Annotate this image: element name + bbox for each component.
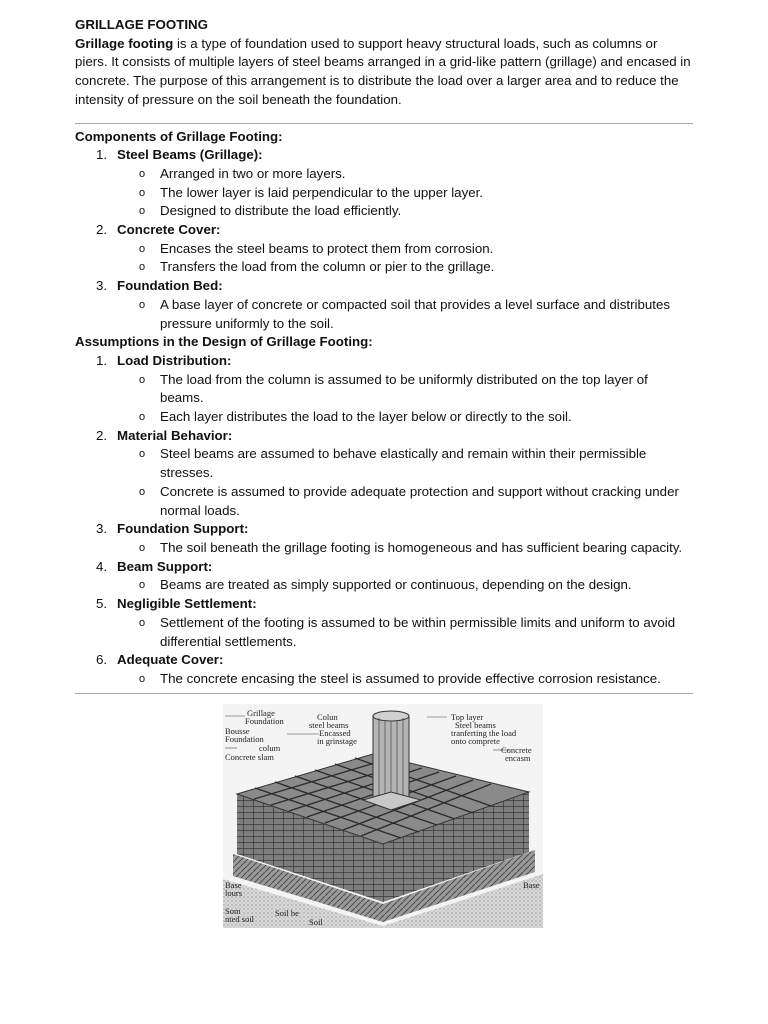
bullet-text: The load from the column is assumed to be uniformly distributed on the top layer of beams. <box>160 371 648 406</box>
bullet-icon: o <box>139 411 146 424</box>
label-grillage: Grillage <box>247 708 275 718</box>
label-compacted-soil: nted soil <box>225 914 255 924</box>
item-title: Steel Beams (Grillage): <box>117 147 263 163</box>
bullet-item <box>75 165 693 184</box>
label-encasement: encasm <box>505 753 531 763</box>
bullet-icon: o <box>139 485 146 498</box>
item-number: 1. <box>96 147 108 163</box>
item-number: 2. <box>96 427 108 443</box>
label-soil: Soil <box>309 917 323 927</box>
label-transferring: tranferting the load <box>451 728 517 738</box>
label-soil-bed: Soil be <box>275 908 299 918</box>
item-title: Concrete Cover: <box>117 222 221 238</box>
document <box>75 16 693 694</box>
document-title: GRILLAGE FOOTING <box>75 17 208 32</box>
item-number: 6. <box>96 652 108 668</box>
label-column: Colun <box>317 712 338 722</box>
bullet-text: Designed to distribute the load efficiently. <box>160 203 402 219</box>
label-encassed: Encassed <box>319 728 351 738</box>
bullet-icon: o <box>139 541 146 554</box>
assumptions-list <box>75 352 693 689</box>
label-foundation: Foundation <box>245 716 284 726</box>
bullet-list <box>117 371 693 427</box>
label-column-steel-beams: steel beams <box>309 720 349 730</box>
numbered-item <box>75 221 693 277</box>
bullet-text: Each layer distributes the load to the layer below or directly to the soil. <box>160 409 572 425</box>
bullet-icon: o <box>139 167 146 180</box>
item-title: Beam Support: <box>117 558 213 574</box>
bullet-text: Settlement of the footing is assumed to be within permissible limits and uniform to avoid differential settlements. <box>160 614 676 649</box>
bullet-icon: o <box>139 373 146 386</box>
bullet-list <box>117 240 693 277</box>
bullet-item <box>75 445 693 482</box>
item-number: 2. <box>96 222 108 238</box>
numbered-item <box>75 558 693 595</box>
bullet-text: A base layer of concrete or compacted soil that provides a level surface and distributes pressure uniformly to the soil. <box>160 296 670 331</box>
bullet-text: The concrete encasing the steel is assumed to provide effective corrosion resistance. <box>160 670 661 686</box>
bullet-list <box>117 670 693 689</box>
bullet-icon: o <box>139 298 146 311</box>
bullet-item <box>75 614 693 651</box>
label-top-layer: Top layer <box>451 712 484 722</box>
bullet-list <box>117 614 693 651</box>
bullet-item <box>75 202 693 221</box>
numbered-item <box>75 146 693 221</box>
numbered-item <box>75 427 693 521</box>
bullet-item <box>75 184 693 203</box>
bullet-item <box>75 296 693 333</box>
horizontal-rule <box>75 693 693 694</box>
bullet-item <box>75 258 693 277</box>
label-onto-concrete: onto comprete <box>451 736 500 746</box>
bullet-item <box>75 371 693 408</box>
label-bousse-foundation: Foundation <box>225 734 264 744</box>
bullet-icon: o <box>139 186 146 199</box>
label-lours: lours <box>225 888 242 898</box>
bullet-text: The lower layer is laid perpendicular to the upper layer. <box>160 184 483 200</box>
bullet-text: Concrete is assumed to provide adequate protection and support without cracking under normal loads. <box>160 483 679 518</box>
item-title: Negligible Settlement: <box>117 596 257 612</box>
bullet-icon: o <box>139 448 146 461</box>
intro-paragraph <box>75 35 693 110</box>
bullet-item <box>75 670 693 689</box>
intro-text: is a type of foundation used to support heavy structural loads, such as columns or piers. It consists of multiple layers of steel beams arranged in a grid-like pattern (grillage) and encased in concrete. The purpose of this arrangement is to distribute the load over a larger area and to reduce the intensity of pressure on the soil beneath the foundation. <box>75 35 691 107</box>
label-in-grinstage: in grinstage <box>317 736 357 746</box>
item-title: Foundation Bed: <box>117 278 223 294</box>
bullet-icon: o <box>139 205 146 218</box>
grillage-footing-illustration <box>223 704 543 928</box>
bullet-list <box>117 296 693 333</box>
bullet-text: Transfers the load from the column or pier to the grillage. <box>160 259 495 275</box>
bullet-icon: o <box>139 672 146 685</box>
bullet-icon: o <box>139 616 146 629</box>
bullet-text: Arranged in two or more layers. <box>160 165 346 181</box>
label-soil-left: Som <box>225 906 241 916</box>
numbered-item <box>75 651 693 688</box>
label-base: Base <box>225 880 242 890</box>
label-concrete-slam: Concrete slam <box>225 752 274 762</box>
bullet-text: Encases the steel beams to protect them from corrosion. <box>160 240 494 256</box>
bullet-text: Beams are treated as simply supported or continuous, depending on the design. <box>160 577 632 593</box>
label-colum: colum <box>259 743 281 753</box>
numbered-item <box>75 595 693 651</box>
label-base-right: Base <box>523 880 540 890</box>
bullet-list <box>117 445 693 520</box>
label-bousse: Bousse <box>225 726 250 736</box>
bullet-list <box>117 576 693 595</box>
item-number: 5. <box>96 596 108 612</box>
bullet-item <box>75 408 693 427</box>
components-list <box>75 146 693 333</box>
bullet-item <box>75 576 693 595</box>
bullet-list <box>117 165 693 221</box>
intro-term: Grillage footing <box>75 35 174 51</box>
item-title: Material Behavior: <box>117 427 233 443</box>
item-number: 3. <box>96 278 108 294</box>
item-number: 4. <box>96 558 108 574</box>
bullet-icon: o <box>139 242 146 255</box>
numbered-item <box>75 520 693 557</box>
item-number: 3. <box>96 521 108 537</box>
item-title: Load Distribution: <box>117 352 232 368</box>
horizontal-rule <box>75 123 693 124</box>
bullet-list <box>117 539 693 558</box>
bullet-icon: o <box>139 579 146 592</box>
bullet-text: The soil beneath the grillage footing is homogeneous and has sufficient bearing capacity. <box>160 539 683 555</box>
illustration-graphic <box>223 704 543 928</box>
item-title: Adequate Cover: <box>117 652 224 668</box>
assumptions-heading: Assumptions in the Design of Grillage Footing: <box>75 334 373 350</box>
label-steel-beams: Steel beams <box>455 720 496 730</box>
components-heading: Components of Grillage Footing: <box>75 128 283 144</box>
bullet-item <box>75 483 693 520</box>
item-title: Foundation Support: <box>117 521 249 537</box>
bullet-text: Steel beams are assumed to behave elastically and remain within their permissible stresses. <box>160 446 647 481</box>
bullet-item <box>75 240 693 259</box>
label-concrete: Concrete <box>501 745 532 755</box>
item-number: 1. <box>96 352 108 368</box>
numbered-item <box>75 277 693 333</box>
numbered-item <box>75 352 693 427</box>
bullet-item <box>75 539 693 558</box>
bullet-icon: o <box>139 261 146 274</box>
